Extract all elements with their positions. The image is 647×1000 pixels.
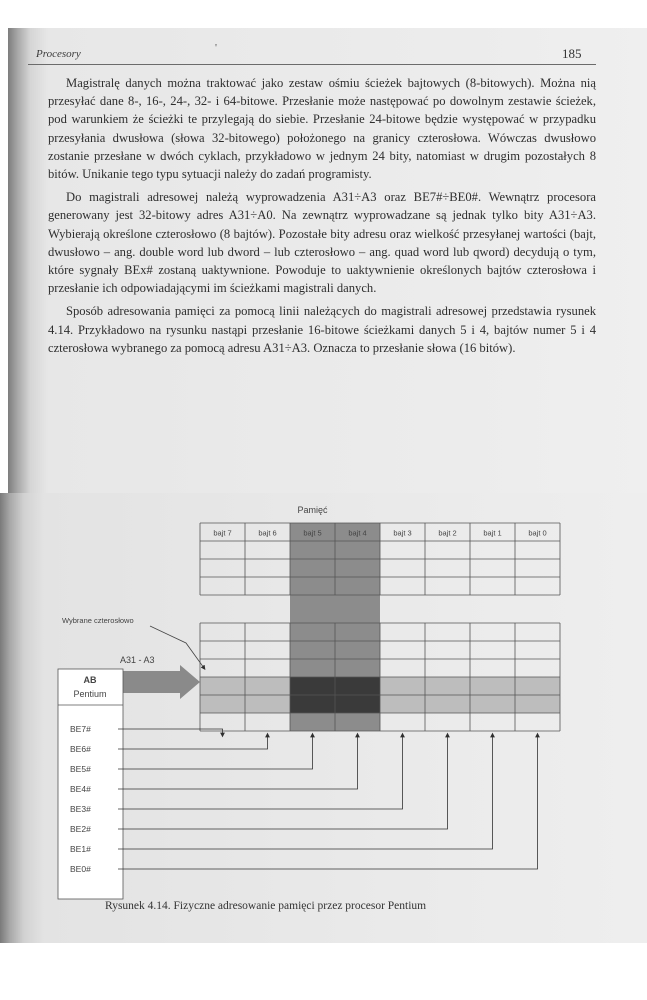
byte-enable-line: [118, 735, 493, 849]
byte-column-label: bajt 2: [438, 528, 457, 538]
byte-enable-signal: BE3#: [70, 804, 91, 814]
byte-enable-signal: BE0#: [70, 864, 91, 874]
byte-column-label: bajt 7: [213, 528, 232, 538]
byte-enable-signal: BE1#: [70, 844, 91, 854]
running-header-title: Procesory: [36, 48, 81, 60]
figure-caption: Rysunek 4.14. Fizyczne adresowanie pamięci przez procesor Pentium: [105, 900, 427, 912]
header-mark: ': [215, 42, 217, 54]
byte-enable-line: [118, 735, 268, 749]
selected-column-gap: [290, 595, 380, 623]
byte-enable-signal: BE5#: [70, 764, 91, 774]
selected-qword-pointer: [150, 626, 204, 668]
selected-qword-label: Wybrane czterosłowo: [62, 616, 134, 625]
page-number: 185: [562, 46, 582, 61]
byte-column-label: bajt 5: [303, 528, 322, 538]
byte-enable-line: [118, 735, 313, 769]
byte-enable-line: [118, 735, 403, 809]
processor-label-ab: AB: [83, 675, 97, 685]
paragraph-2: Do magistrali adresowej należą wyprowadzenia A31÷A3 oraz BE7#÷BE0#. Wewnątrz procesora generowany jest 32-bitowy adres A31÷A0. Na zewnątrz wyprowadzane są jednak tylko bity A31÷A3. Wybierają określone czterosłowo (8 bajtów). Pozostałe bity adresu oraz wielkość przesyłanej wartości (bajt, dwusłowo – ang. double word lub dword – lub czterosłowo – ang. quad word lub qword) decydują o tym, które sygnały BEx# zostaną uaktywnione. Powoduje to uaktywnienie określonych bajtów czterosłowa i przesłanie ich odpowiadającymi im ścieżkami magistrali danych.: [48, 190, 596, 296]
memory-addressing-figure: [0, 493, 647, 913]
byte-enable-line: [118, 735, 358, 789]
address-arrow: [120, 665, 200, 699]
byte-enable-signal: BE6#: [70, 744, 91, 754]
byte-column-label: bajt 1: [483, 528, 502, 538]
header-rule: [28, 64, 596, 65]
byte-column-label: bajt 3: [393, 528, 412, 538]
byte-column-label: bajt 6: [258, 528, 277, 538]
byte-enable-signal: BE2#: [70, 824, 91, 834]
byte-enable-signal: BE7#: [70, 724, 91, 734]
paragraph-1: Magistralę danych można traktować jako zestaw ośmiu ścieżek bajtowych (8-bitowych). Można nią przesyłać dane 8-, 16-, 24-, 32- i 64-bitowe. Przesłanie może następować po dowolnym zestawie ścieżek, pod warunkiem że ścieżki te przylegają do siebie. Przesłanie 24-bitowe będzie występować w przypadku przesyłania dwusłowa (słowa 32-bitowego) położonego na granicy czterosłowa. Wówczas dwusłowo zostanie przesłane w dwóch cyklach, przykładowo w jednym 24 bity, natomiast w drugim pozostałych 8 bitów. Unikanie tego typu sytuacji należy do zadań programisty.: [48, 76, 596, 182]
paragraph-3: Sposób adresowania pamięci za pomocą linii należących do magistrali adresowej przedstawia rysunek 4.14. Przykładowo na rysunku nastąpi przesłanie 16-bitowe ścieżkami danych 5 i 4, bajtów numer 5 i 4 czterosłowa wybranego za pomocą adresu A31÷A3. Oznacza to przesłanie słowa (16 bitów).: [48, 304, 596, 355]
processor-label-pentium: Pentium: [73, 689, 107, 699]
byte-enable-line: [118, 729, 223, 735]
memory-title: Pamięć: [297, 505, 328, 515]
body-text: [48, 74, 596, 362]
byte-enable-signal: BE4#: [70, 784, 91, 794]
address-label: A31 - A3: [120, 655, 155, 665]
byte-column-label: bajt 0: [528, 528, 547, 538]
byte-column-label: bajt 4: [348, 528, 367, 538]
